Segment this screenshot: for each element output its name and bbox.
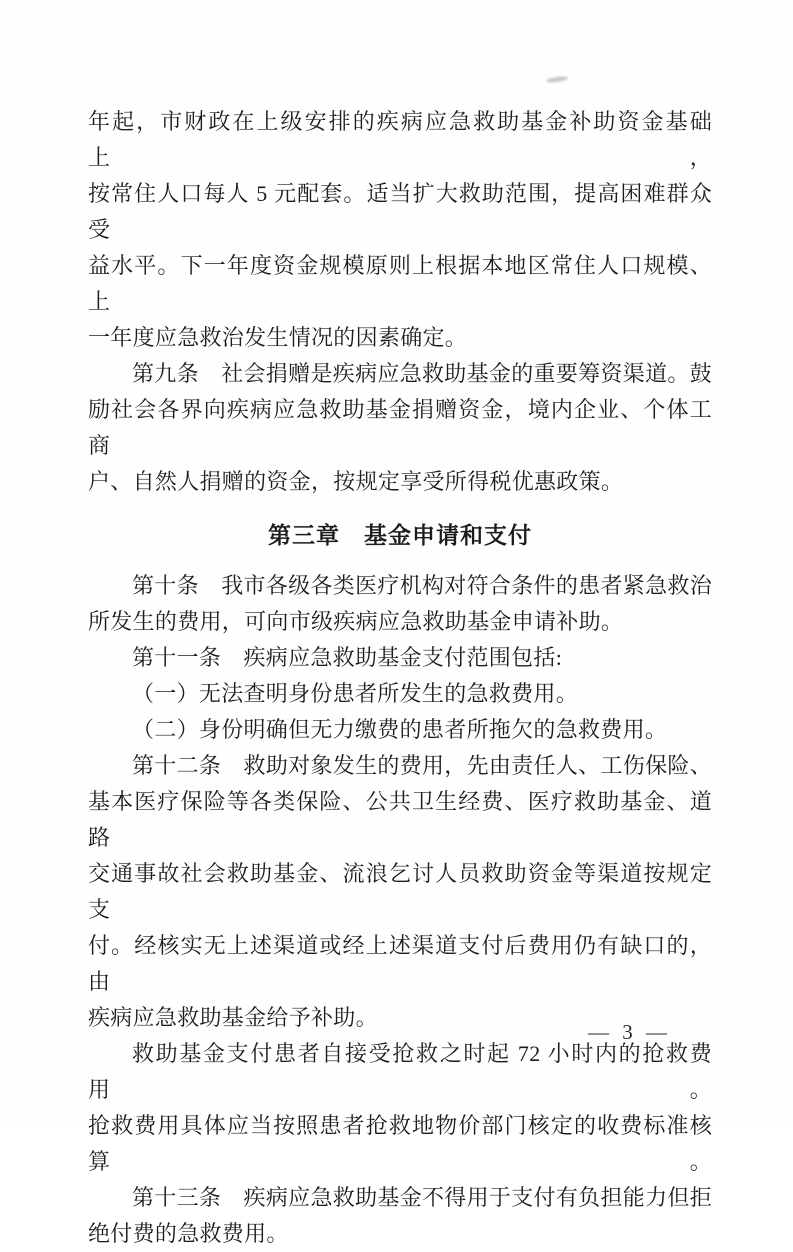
text-line: 励社会各界向疾病应急救助基金捐赠资金，境内企业、个体工商 [88, 397, 712, 458]
text-line: 按常住人口每人 5 元配套。适当扩大救助范围，提高困难群众受 [88, 181, 712, 242]
text-line: 基本医疗保险等各类保险、公共卫生经费、医疗救助基金、道路 [88, 789, 712, 850]
text-line: 第十一条 疾病应急救助基金支付范围包括: [132, 645, 563, 670]
text-line: 益水平。下一年度资金规模原则上根据本地区常住人口规模、上 [88, 253, 712, 314]
text-line: 抢救费用具体应当按照患者抢救地物价部门核定的收费标准核算。 [88, 1113, 712, 1174]
chapter-heading: 第三章 基金申请和支付 [268, 522, 532, 548]
text-line: 疾病应急救助基金给予补助。 [88, 1005, 378, 1030]
text-line: 第九条 社会捐赠是疾病应急救助基金的重要筹资渠道。鼓 [132, 361, 712, 386]
text-line: 救助基金支付患者自接受抢救之时起 72 小时内的抢救费用。 [88, 1041, 712, 1102]
text-line: 交通事故社会救助基金、流浪乞讨人员救助资金等渠道按规定支 [88, 861, 712, 922]
text-line: 所发生的费用，可向市级疾病应急救助基金申请补助。 [88, 609, 624, 634]
text-line: 第十条 我市各级各类医疗机构对符合条件的患者紧急救治 [132, 573, 712, 598]
text-line: （一）无法查明身份患者所发生的急救费用。 [132, 681, 579, 706]
text-line: 一年度应急救治发生情况的因素确定。 [88, 325, 468, 350]
text-line: 年起，市财政在上级安排的疾病应急救助基金补助资金基础上， [88, 109, 712, 170]
text-line: （二）身份明确但无力缴费的患者所拖欠的急救费用。 [132, 717, 668, 742]
scan-smudge-artifact [546, 75, 568, 83]
text-line: 第十二条 救助对象发生的费用，先由责任人、工伤保险、 [132, 753, 712, 778]
text-line: 第十三条 疾病应急救助基金不得用于支付有负担能力但拒 [132, 1185, 712, 1210]
document-body [88, 104, 712, 1252]
text-line: 户、自然人捐赠的资金，按规定享受所得税优惠政策。 [88, 469, 624, 494]
text-line: 付。经核实无上述渠道或经上述渠道支付后费用仍有缺口的，由 [88, 933, 712, 994]
text-line: 绝付费的急救费用。 [88, 1221, 289, 1246]
footer-page-number: — 3 — [588, 1020, 671, 1044]
